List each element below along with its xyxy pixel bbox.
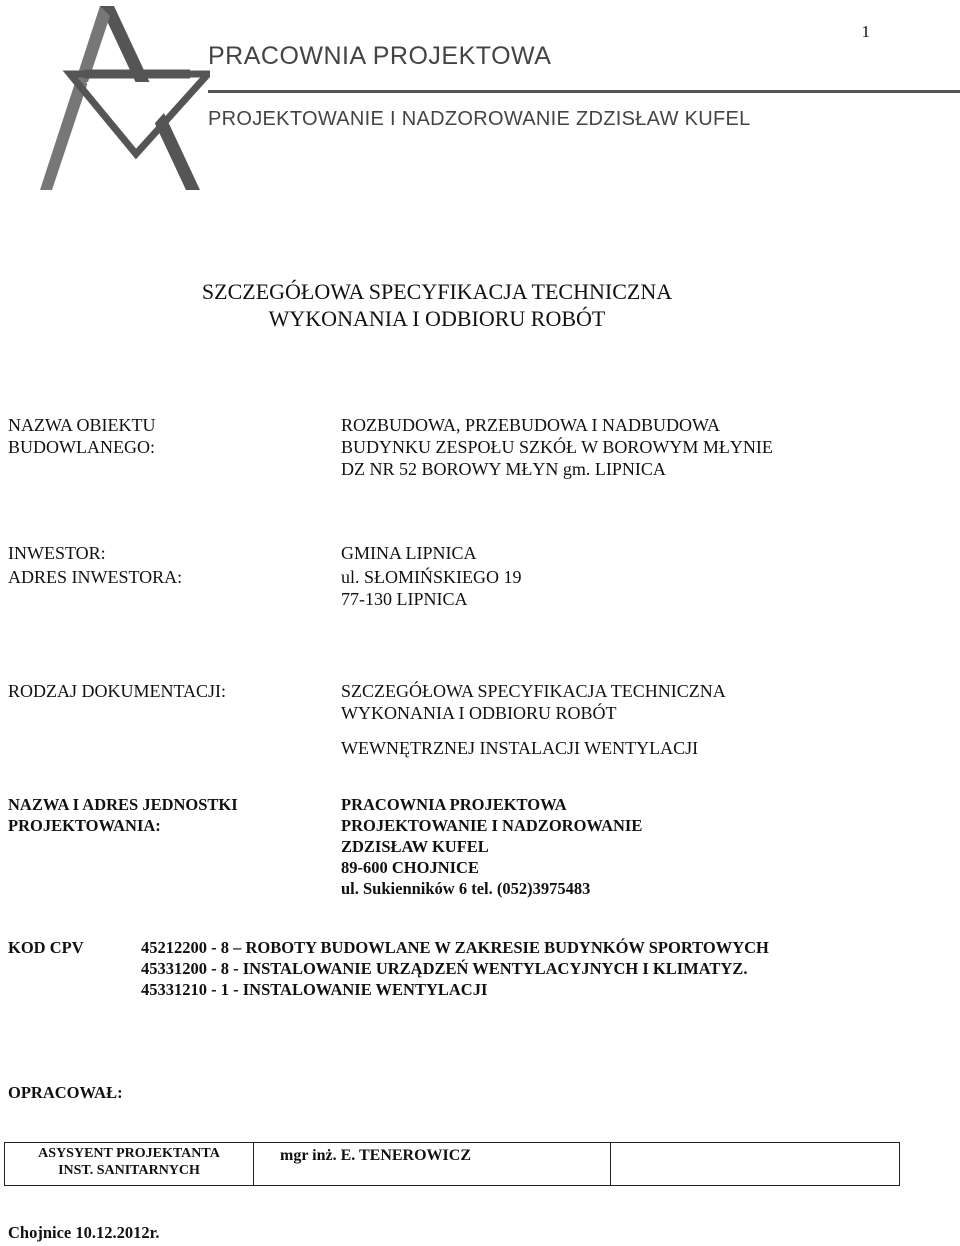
logo-subtitle: PROJEKTOWANIE I NADZOROWANIE ZDZISŁAW KUFEL	[208, 108, 751, 130]
compass-triangle-logo-icon	[40, 4, 210, 194]
signature-table	[4, 1142, 900, 1186]
prepared-label: OPRACOWAŁ:	[8, 1083, 123, 1102]
signature-row	[5, 1143, 900, 1186]
designer-value-line-2: PROJEKTOWANIE I NADZOROWANIE	[341, 816, 643, 835]
cpv-code: 45212200 - 8 – ROBOTY BUDOWLANE W ZAKRESIE BUDYNKÓW SPORTOWYCH	[141, 938, 769, 957]
cpv-codes	[141, 937, 769, 1000]
logo-title: PRACOWNIA PROJEKTOWA	[208, 42, 552, 70]
doc-type-value-line-3: WEWNĘTRZNEJ INSTALACJI WENTYLACJI	[341, 738, 699, 758]
investor-address	[341, 566, 522, 610]
document-title	[0, 278, 874, 332]
investor-address-line-2: 77-130 LIPNICA	[341, 589, 468, 609]
object-label	[8, 414, 155, 458]
object-label-line-2: BUDOWLANEGO:	[8, 437, 155, 457]
object-value	[341, 414, 773, 480]
doc-type-value	[341, 680, 726, 759]
designer-value	[341, 794, 642, 899]
designer-label	[8, 794, 238, 836]
designer-value-line-4: 89-600 CHOJNICE	[341, 858, 479, 877]
investor-address-line-1: ul. SŁOMIŃSKIEGO 19	[341, 567, 522, 587]
designer-label-line-1: NAZWA I ADRES JEDNOSTKI	[8, 795, 238, 814]
prepared-role-line-2: INST. SANITARNYCH	[58, 1163, 200, 1178]
object-label-line-1: NAZWA OBIEKTU	[8, 415, 156, 435]
object-value-line-2: BUDYNKU ZESPOŁU SZKÓŁ W BOROWYM MŁYNIE	[341, 437, 773, 457]
investor-value: GMINA LIPNICA	[341, 543, 477, 563]
object-value-line-1: ROZBUDOWA, PRZEBUDOWA I NADBUDOWA	[341, 415, 720, 435]
prepared-role	[5, 1143, 254, 1186]
object-value-line-3: DZ NR 52 BOROWY MŁYN gm. LIPNICA	[341, 459, 666, 479]
designer-label-line-2: PROJEKTOWANIA:	[8, 816, 161, 835]
designer-value-line-5: ul. Sukienników 6 tel. (052)3975483	[341, 879, 591, 898]
cpv-code: 45331200 - 8 - INSTALOWANIE URZĄDZEŃ WENTYLACYJNYCH I KLIMATYZ.	[141, 959, 748, 978]
cpv-label: KOD CPV	[8, 938, 84, 957]
doc-type-label: RODZAJ DOKUMENTACJI:	[8, 681, 227, 701]
cpv-code: 45331210 - 1 - INSTALOWANIE WENTYLACJI	[141, 980, 488, 999]
document-title-line-1: SZCZEGÓŁOWA SPECYFIKACJA TECHNICZNA	[201, 279, 673, 304]
document-title-line-2: WYKONANIA I ODBIORU ROBÓT	[268, 306, 606, 331]
designer-value-line-3: ZDZISŁAW KUFEL	[341, 837, 489, 856]
investor-address-label: ADRES INWESTORA:	[8, 567, 183, 587]
logo-divider	[208, 90, 960, 93]
prepared-name: mgr inż. E. TENEROWICZ	[254, 1143, 611, 1186]
investor-label: INWESTOR:	[8, 543, 106, 563]
doc-type-value-line-2: WYKONANIA I ODBIORU ROBÓT	[341, 703, 617, 723]
designer-value-line-1: PRACOWNIA PROJEKTOWA	[341, 795, 567, 814]
page-number: 1	[861, 22, 870, 41]
place-date: Chojnice 10.12.2012r.	[8, 1223, 160, 1242]
doc-type-value-line-1: SZCZEGÓŁOWA SPECYFIKACJA TECHNICZNA	[341, 681, 726, 701]
signature-cell	[611, 1143, 900, 1186]
prepared-role-line-1: ASYSYENT PROJEKTANTA	[38, 1146, 220, 1161]
